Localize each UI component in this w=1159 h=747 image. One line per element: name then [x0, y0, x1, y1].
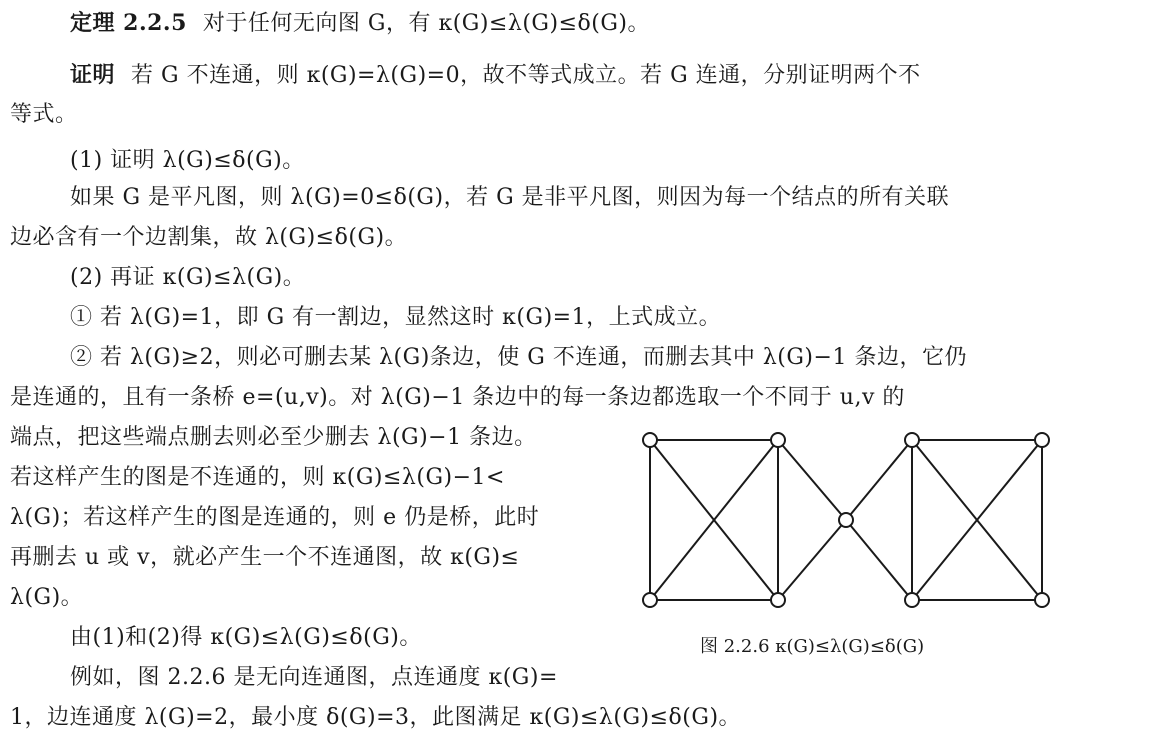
proof-line-6: (2) 再证 κ(G)≤λ(G)。 [70, 265, 306, 290]
proof-line-1 [70, 58, 921, 89]
proof-line-9: 是连通的，且有一条桥 e=(u,v)。对 λ(G)−1 条边中的每一条边都选取一个不同于 u,v 的 [10, 385, 905, 410]
graph-edge [778, 520, 846, 600]
proof-line-7: ① 若 λ(G)=1，即 G 有一割边，显然这时 κ(G)=1，上式成立。 [70, 305, 722, 330]
theorem-statement: 对于任何无向图 G，有 κ(G)≤λ(G)≤δ(G)。 [202, 11, 650, 36]
graph-vertex [1035, 593, 1049, 607]
figure-caption: 图 2.2.6 κ(G)≤λ(G)≤δ(G) [700, 636, 925, 657]
graph-vertex [771, 593, 785, 607]
proof-line-3: (1) 证明 λ(G)≤δ(G)。 [70, 148, 305, 173]
proof-line-10: 端点，把这些端点删去则必至少删去 λ(G)−1 条边。 [10, 425, 537, 450]
proof-line-14: λ(G)。 [10, 585, 84, 610]
graph-edge [846, 520, 912, 600]
proof-line-11: 若这样产生的图是不连通的，则 κ(G)≤λ(G)−1< [10, 465, 505, 490]
graph-edge [846, 440, 912, 520]
graph-vertex [839, 513, 853, 527]
graph-vertex [905, 433, 919, 447]
graph-edge [778, 440, 846, 520]
graph-vertex [643, 593, 657, 607]
graph-vertex [771, 433, 785, 447]
proof-line-2: 等式。 [10, 102, 78, 127]
proof-line-4: 如果 G 是平凡图，则 λ(G)=0≤δ(G)，若 G 是非平凡图，则因为每一个结点的所有关联 [70, 185, 950, 210]
theorem-label: 定理 2.2.5 [70, 10, 187, 36]
proof-line-5: 边必含有一个边割集，故 λ(G)≤δ(G)。 [10, 225, 408, 250]
proof-label: 证明 [70, 62, 116, 88]
proof-text-1: 若 G 不连通，则 κ(G)=λ(G)=0，故不等式成立。若 G 连通，分别证明两个不 [131, 63, 921, 88]
proof-line-12: λ(G)；若这样产生的图是连通的，则 e 仍是桥，此时 [10, 505, 540, 530]
proof-line-13: 再删去 u 或 v，就必产生一个不连通图，故 κ(G)≤ [10, 545, 520, 570]
proof-line-15: 由(1)和(2)得 κ(G)≤λ(G)≤δ(G)。 [70, 625, 422, 650]
graph-vertex [1035, 433, 1049, 447]
proof-line-8: ② 若 λ(G)≥2，则必可删去某 λ(G)条边，使 G 不连通，而删去其中 λ(G)−1 条边，它仍 [70, 345, 967, 370]
graph-vertex [643, 433, 657, 447]
theorem-line [70, 6, 650, 37]
proof-line-17: 1，边连通度 λ(G)=2，最小度 δ(G)=3，此图满足 κ(G)≤λ(G)≤δ(G)。 [10, 705, 742, 730]
graph-vertex [905, 593, 919, 607]
proof-line-16: 例如，图 2.2.6 是无向连通图，点连通度 κ(G)= [70, 665, 558, 690]
graph-figure [636, 430, 1056, 610]
